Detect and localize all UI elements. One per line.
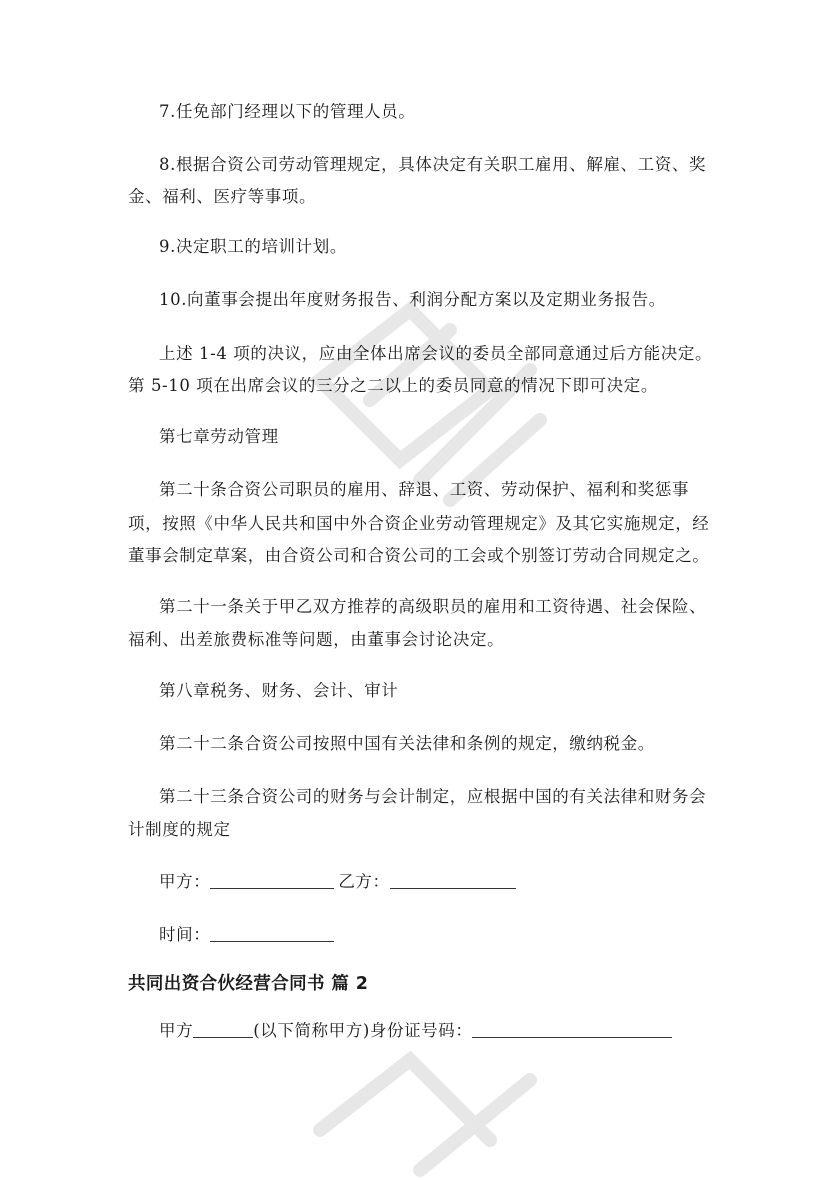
article-21-line-2: 福利、出差旅费标准等问题，由董事会讨论决定。 (128, 630, 505, 649)
item-7: 7.任免部门经理以下的管理人员。 (159, 102, 416, 121)
article-20-line-2: 项，按照《中华人民共和国中外合资企业劳动管理规定》及其它实施规定，经 (128, 514, 710, 533)
party-b-signature-field[interactable] (390, 870, 516, 889)
article-21-line-1: 第二十一条关于甲乙双方推荐的高级职员的雇用和工资待遇、社会保险、 (159, 597, 707, 616)
resolution-line-1: 上述 1-4 项的决议，应由全体出席会议的委员全部同意通过后方能决定。 (159, 344, 713, 363)
party-a-id-number-field[interactable] (472, 1019, 672, 1038)
article-22: 第二十二条合资公司按照中国有关法律和条例的规定，缴纳税金。 (159, 734, 655, 753)
article-23-line-1: 第二十三条合资公司的财务与会计制定，应根据中国的有关法律和财务会 (159, 787, 707, 806)
time-label: 时间： (159, 925, 211, 944)
time-row (159, 919, 704, 951)
watermark-logo-bottom (300, 1040, 560, 1180)
article-23-line-2: 计制度的规定 (128, 820, 231, 839)
item-10: 10.向董事会提出年度财务报告、利润分配方案以及定期业务报告。 (159, 290, 666, 309)
item-8-line-2: 金、福利、医疗等事项。 (128, 187, 317, 206)
resolution-line-2: 第 5-10 项在出席会议的三分之二以上的委员同意的情况下即可决定。 (128, 376, 658, 395)
article-20-line-1: 第二十条合资公司职员的雇用、辞退、工资、劳动保护、福利和奖惩事 (159, 480, 690, 499)
party-a-name-field[interactable] (193, 1019, 253, 1038)
item-9: 9.决定职工的培训计划。 (159, 237, 347, 256)
section-2-party-a-label: 甲方 (159, 1021, 194, 1040)
chapter-8-title: 第八章税务、财务、会计、审计 (159, 681, 399, 700)
item-8-line-1: 8.根据合资公司劳动管理规定，具体决定有关职工雇用、解雇、工资、奖 (159, 155, 707, 174)
time-field[interactable] (210, 923, 334, 942)
section-2-party-a-row (159, 1015, 704, 1047)
party-a-label: 甲方： (159, 872, 211, 891)
section-2-party-a-middle: (以下简称甲方)身份证号码： (253, 1021, 473, 1040)
signature-row (159, 866, 704, 898)
chapter-7-title: 第七章劳动管理 (159, 427, 279, 446)
article-20-line-3: 董事会制定草案，由合资公司和合资公司的工会或个别签订劳动合同规定之。 (128, 546, 710, 565)
section-2-title: 共同出资合伙经营合同书 篇 2 (128, 974, 369, 994)
party-a-signature-field[interactable] (210, 870, 334, 889)
party-b-label: 乙方： (338, 872, 390, 891)
